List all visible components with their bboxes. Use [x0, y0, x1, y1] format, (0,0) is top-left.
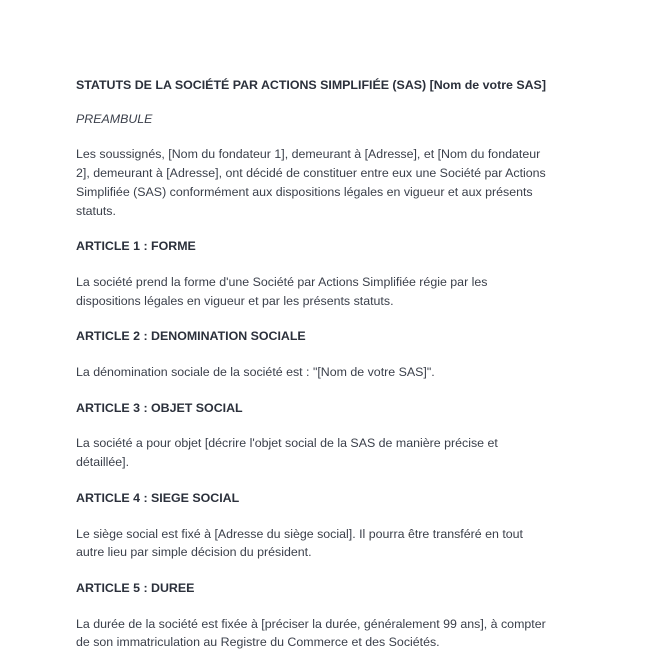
article-3-heading: ARTICLE 3 : OBJET SOCIAL: [76, 400, 243, 415]
text-line: Le siège social est fixé à [Adresse du siège social]. Il pourra être transféré en tout: [76, 526, 523, 541]
preamble-label: PREAMBULE: [76, 111, 153, 126]
document-title: STATUTS DE LA SOCIÉTÉ PAR ACTIONS SIMPLIFIÉE (SAS) [Nom de votre SAS]: [76, 78, 546, 92]
text-line: 2], demeurant à [Adresse], ont décidé de constituer entre eux une Société par Actions: [76, 166, 546, 181]
text-line: La dénomination sociale de la société est : "[Nom de votre SAS]".: [76, 365, 435, 380]
article-5-heading: ARTICLE 5 : DUREE: [76, 580, 195, 595]
text-line: statuts.: [76, 203, 116, 218]
article-1-paragraph: [76, 273, 616, 310]
text-line: dispositions légales en vigueur et par les présents statuts.: [76, 293, 394, 308]
text-line: détaillée].: [76, 455, 130, 470]
article-3-paragraph: [76, 434, 616, 471]
text-line: La société prend la forme d'une Société par Actions Simplifiée régie par les: [76, 274, 488, 289]
article-4-paragraph: [76, 525, 616, 562]
preamble-paragraph: [76, 145, 616, 220]
document-page: [76, 76, 616, 669]
article-2-heading: ARTICLE 2 : DENOMINATION SOCIALE: [76, 329, 306, 344]
article-4-heading: ARTICLE 4 : SIEGE SOCIAL: [76, 490, 240, 505]
article-5-paragraph: [76, 615, 616, 652]
text-line: La durée de la société est fixée à [préciser la durée, généralement 99 ans], à compter: [76, 616, 546, 631]
text-line: autre lieu par simple décision du président.: [76, 545, 312, 560]
text-line: de son immatriculation au Registre du Commerce et des Sociétés.: [76, 635, 440, 650]
text-line: La société a pour objet [décrire l'objet social de la SAS de manière précise et: [76, 436, 498, 451]
text-line: Simplifiée (SAS) conformément aux dispositions légales en vigueur et aux présents: [76, 184, 533, 199]
article-2-paragraph: [76, 363, 616, 382]
article-1-heading: ARTICLE 1 : FORME: [76, 239, 196, 254]
text-line: Les soussignés, [Nom du fondateur 1], demeurant à [Adresse], et [Nom du fondateur: [76, 147, 541, 162]
